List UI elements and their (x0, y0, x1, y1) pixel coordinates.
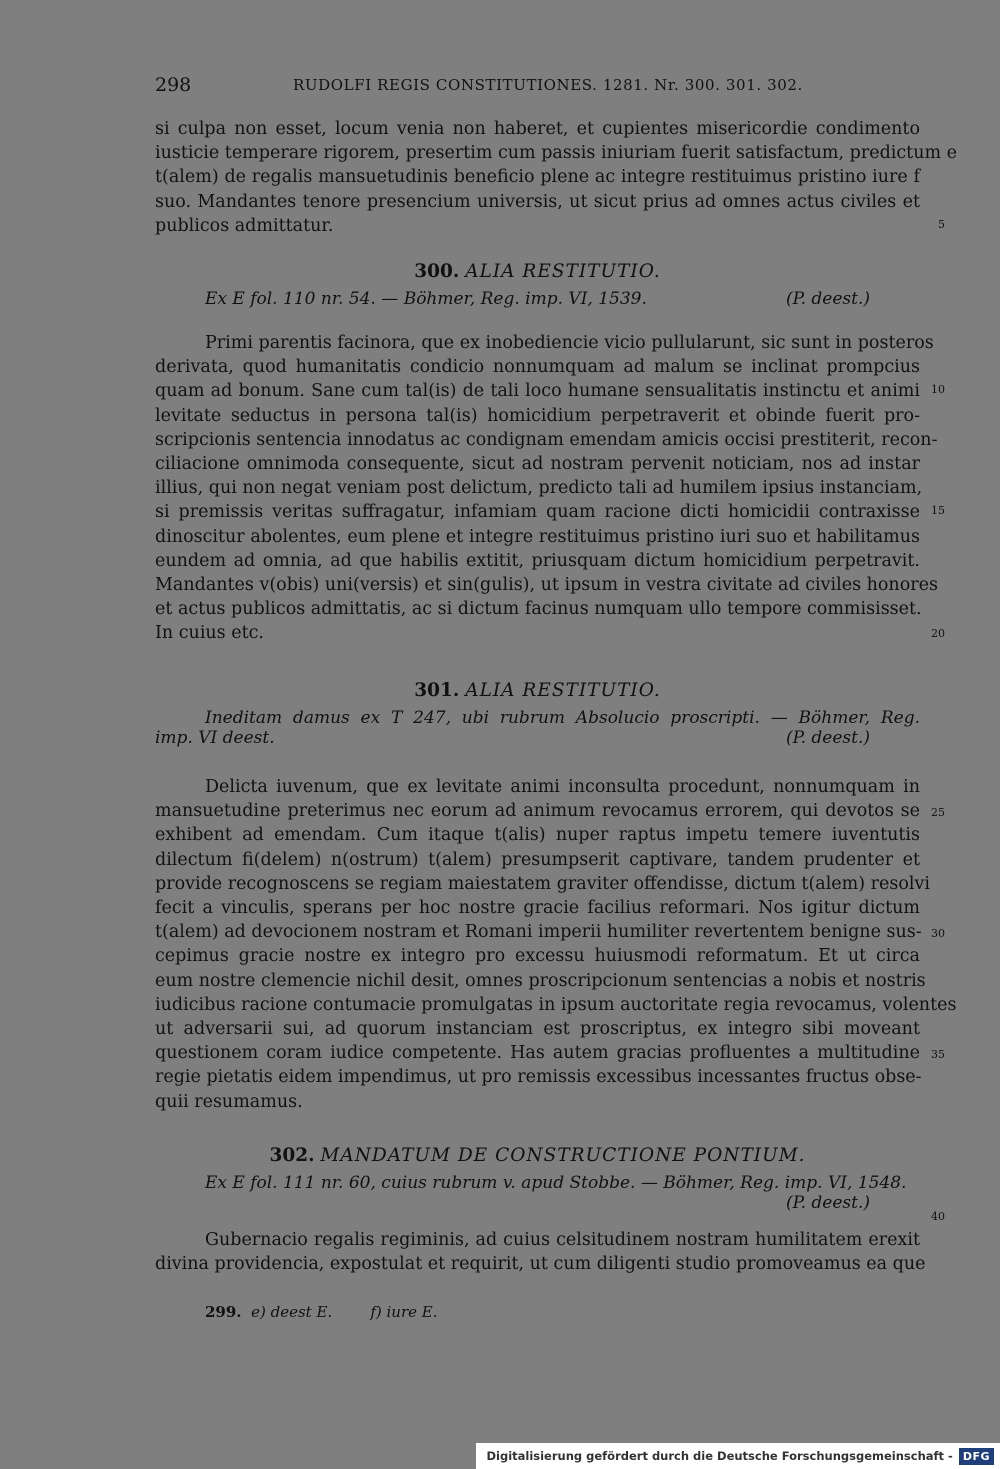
text-line: quii resumamus. (155, 1091, 303, 1112)
text-line: et actus publicos admittatis, ac si dictum facinus numquam ullo tempore commisisset. (155, 599, 922, 620)
intro-paragraph (155, 117, 957, 238)
doc-302-body (155, 1228, 926, 1276)
text-line: quam ad bonum. Sane cum tal(is) de tali loco humane sensualitatis instinctu et animi (155, 381, 920, 402)
footnote-ref: 299. (205, 1303, 242, 1321)
text-line: iusticie temperare rigorem, presertim cum passis iniuriam fuerit satisfactum, predictum e (155, 143, 957, 164)
text-line: t(alem) de regalis mansuetudinis beneficio plene ac integre restituimus pristino iure f (155, 167, 920, 188)
line-number: 30 (931, 927, 945, 940)
source-reference: Ex E fol. 111 nr. 60, cuius rubrum v. apud Stobbe. — Böhmer, Reg. imp. VI, 1548. (205, 1173, 907, 1193)
text-line: t(alem) ad devocionem nostram et Romani imperii humiliter revertentem benigne sus- (155, 922, 922, 943)
text-line: illius, qui non negat veniam post delictum, predicto tali ad humilem ipsius instanciam, (155, 478, 923, 499)
text-line: ciliacione omnimoda consequente, sicut ad nostram pervenit noticiam, nos ad instar (155, 454, 920, 475)
text-line: suo. Mandantes tenore presencium universis, ut sicut prius ad omnes actus civiles et (155, 191, 920, 212)
line-number: 5 (938, 218, 945, 231)
text-line: si premissis veritas suffragatur, infamiam quam racione dicti homicidii contraxisse (155, 502, 920, 523)
doc-302-source (155, 1173, 920, 1213)
line-number: 10 (931, 383, 945, 396)
line-number: 20 (931, 627, 945, 640)
text-line: derivata, quod humanitatis condicio nonnumquam ad malum se inclinat prompcius (155, 357, 920, 378)
doc-title: ALIA RESTITUTIO. (465, 261, 661, 282)
text-line: publicos admittatur. (155, 215, 334, 236)
doc-301-source (155, 708, 920, 752)
text-line: fecit a vinculis, sperans per hoc nostre gracie facilius reformari. Nos igitur dictum (155, 898, 920, 919)
page-header (155, 74, 920, 100)
banner-text: Digitalisierung gefördert durch die Deutsche Forschungsgemeinschaft - (486, 1449, 953, 1463)
footnote-e: e) deest E. (251, 1303, 333, 1321)
text-line: Mandantes v(obis) uni(versis) et sin(gulis), ut ipsum in vestra civitate ad civiles honores (155, 575, 938, 596)
text-line: Delicta iuvenum, que ex levitate animi inconsulta procedunt, nonnumquam in (205, 777, 920, 797)
text-line: ut adversarii sui, ad quorum instanciam est proscriptus, ex integro sibi moveant (155, 1019, 920, 1040)
doc-300-source (155, 289, 920, 309)
text-line: mansuetudine preterimus nec eorum ad animum revocamus errorem, qui devotos se (155, 801, 920, 822)
doc-302-heading (155, 1145, 920, 1166)
text-line: questionem coram iudice competente. Has autem gracias profluentes a multitudine (155, 1043, 920, 1064)
text-line: eum nostre clemencie nichil desit, omnes proscripcionum sentencias a nobis et nostris (155, 970, 926, 991)
text-line: cepimus gracie nostre ex integro pro excessu huiusmodi reformatum. Et ut circa (155, 946, 920, 967)
doc-title: ALIA RESTITUTIO. (465, 680, 661, 701)
text-line: dinoscitur abolentes, eum plene et integre restituimus pristino iuri suo et habilitamus (155, 526, 920, 547)
doc-title: MANDATUM DE CONSTRUCTIONE PONTIUM. (320, 1145, 806, 1166)
doc-number: 302. (269, 1145, 315, 1166)
dfg-logo: DFG (959, 1448, 994, 1465)
source-note: (P. deest.) (785, 728, 870, 748)
page-number: 298 (155, 74, 192, 96)
line-number: 15 (931, 504, 945, 517)
text-line: iudicibus racione contumacie promulgatas in ipsum auctoritate regia revocamus, volentes (155, 994, 957, 1015)
source-reference: Ex E fol. 110 nr. 54. — Böhmer, Reg. imp. VI, 1539. (205, 289, 647, 309)
text-line: Primi parentis facinora, que ex inobediencie vicio pullularunt, sic sunt in posteros (205, 333, 934, 353)
line-number: 35 (931, 1048, 945, 1061)
source-note: (P. deest.) (785, 1193, 870, 1213)
doc-number: 301. (414, 680, 460, 701)
line-number: 40 (931, 1210, 945, 1223)
doc-301-heading (155, 680, 920, 701)
text-line: levitate seductus in persona tal(is) homicidium perpetraverit et obinde fuerit pro- (155, 405, 920, 426)
funding-banner (476, 1443, 1000, 1469)
doc-number: 300. (414, 261, 460, 282)
text-line: In cuius etc. (155, 623, 264, 644)
text-line: Gubernacio regalis regiminis, ad cuius celsitudinem nostram humilitatem erexit (205, 1230, 920, 1250)
footnote (205, 1303, 438, 1321)
text-line: regie pietatis eidem impendimus, ut pro remissis excessibus incessantes fructus obse- (155, 1067, 922, 1088)
running-title: RUDOLFI REGIS CONSTITUTIONES. 1281. Nr. 300. 301. 302. (293, 76, 803, 94)
text-line: exhibent ad emendam. Cum itaque t(alis) nuper raptus impetu temere iuventutis (155, 825, 920, 846)
text-line: divina providencia, expostulat et requirit, ut cum diligenti studio promoveamus ea que (155, 1254, 926, 1275)
text-line: dilectum fi(delem) n(ostrum) t(alem) presumpserit captivare, tandem prudenter et (155, 849, 920, 870)
text-line: provide recognoscens se regiam maiestatem graviter offendisse, dictum t(alem) resolvi (155, 873, 930, 894)
text-line: si culpa non esset, locum venia non haberet, et cupientes misericordie condimento (155, 119, 920, 139)
source-note: (P. deest.) (785, 289, 870, 309)
text-line: eundem ad omnia, ad que habilis extitit, priusquam dictum homicidium perpetravit. (155, 550, 920, 571)
text-line: scripcionis sentencia innodatus ac condignam emendam amicis occisi prestiterit, recon- (155, 429, 938, 450)
footnote-f: f) iure E. (370, 1303, 438, 1321)
line-number: 25 (931, 806, 945, 819)
source-reference: imp. VI deest. (155, 728, 275, 748)
doc-300-heading (155, 261, 920, 282)
source-reference: Ineditam damus ex T 247, ubi rubrum Absolucio proscripti. — Böhmer, Reg. (205, 708, 920, 728)
